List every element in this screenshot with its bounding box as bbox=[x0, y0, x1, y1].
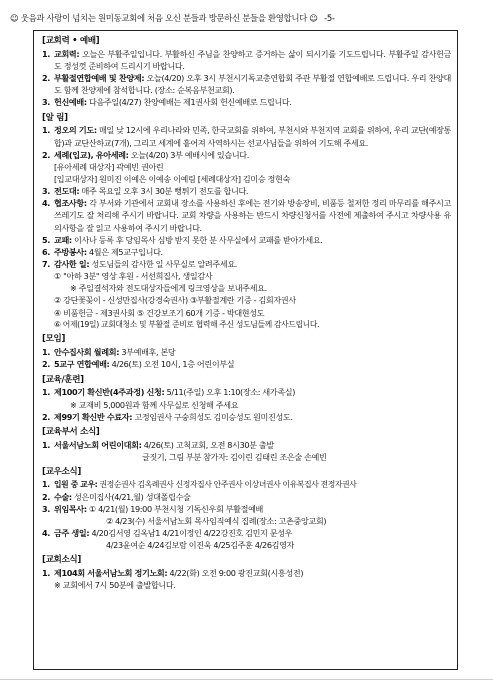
section-title: [교육/훈련] bbox=[42, 374, 84, 385]
section-title: [교우소식] bbox=[42, 467, 81, 478]
pastor-schedule-cont: ② 4/23(수) 서울서남노회 목사임직예식 집례(장소: 고촌중앙교회) bbox=[106, 515, 327, 526]
item-text: 4/20김서영 김옥남1 4/21이정인 4/22강진호 김민지 문성우 bbox=[89, 528, 293, 539]
list-item bbox=[42, 185, 451, 197]
item-heading: 교회력: bbox=[54, 48, 80, 59]
item-text: 다음주일(4/27) 찬양예배는 제1권사회 헌신예배로 드립니다. bbox=[86, 97, 292, 108]
item-heading: 입원 중 교우: bbox=[54, 479, 98, 489]
section-parish bbox=[42, 466, 451, 551]
item-text: 성은미집사(4/21,월) 성대폴립수술 bbox=[71, 491, 191, 502]
item-heading: 부활절연합예배 및 찬양제: bbox=[54, 73, 145, 84]
item-text: 매일 낮 12시에 우리나라와 민족, 한국교회를 위하여, 부천시와 부천지역 교회를 위하여, 우리 교단(예장통합)과 교단산하교(7개), 그리고 세계에 흩어져 사역하시는 선교사님들을 위하여 기도해 주세요. bbox=[54, 125, 452, 148]
item-number: 3. bbox=[42, 503, 51, 514]
item-heading: 전도대: bbox=[54, 186, 80, 197]
list-item bbox=[42, 149, 451, 161]
item-heading: 제100기 확신반(4주과정) 신청: bbox=[54, 387, 165, 398]
list-item bbox=[42, 411, 451, 423]
list-item bbox=[42, 479, 451, 491]
item-text: 각 부서와 기관에서 교회내 장소를 사용하신 후에는 전기와 방송장비, 비품등 철저한 정리 마무리를 해주시고 쓰레기도 잘 처리해 주시기 바랍니다. 교회 차량을 사용하는 반드시 차량신청서를 사전에 제출하여 주시고 차량사용 유의사항을 잘 읽고 사용하여 주시기 바랍니다. bbox=[54, 198, 451, 233]
section-presbytery bbox=[42, 554, 451, 591]
item-text: 매주 목요일 오후 3시 30분 뻥튀기 전도를 합니다. bbox=[79, 186, 249, 197]
section-dept bbox=[42, 426, 451, 463]
item-number: 1. bbox=[42, 439, 51, 450]
item-text: 4/26(토) 오전 10시, 1층 어린이부실 bbox=[109, 359, 235, 370]
item-heading: 제99기 확신반 수료자: bbox=[54, 411, 133, 422]
thanks-line: ④ 비품헌금 - 제3권사회 ⑤ 건강보조기 60개 기증 - 박대현성도 bbox=[54, 307, 265, 318]
item-text: 4/26(토) 고척교회, 오전 8시30분 출발 bbox=[141, 439, 274, 450]
item-number: 1. bbox=[42, 568, 51, 579]
item-heading: 위임목사: bbox=[54, 503, 87, 514]
item-text: 성도님들의 감사한 일 사무실로 알려주세요. bbox=[89, 259, 238, 270]
item-heading: 서울서남노회 어린이대회: bbox=[54, 439, 142, 450]
thanks-line: ② 강단꽃꽂이 - 신성만집사(강경숙권사) ③부활절계란 기증 - 김회자권사 bbox=[54, 295, 296, 306]
item-number: 1. bbox=[42, 347, 51, 358]
item-heading: 수술: bbox=[54, 491, 72, 502]
item-text: 이사나 등록 후 당임목사 심방 받지 못한 분 사무실에서 교패를 받아가세요. bbox=[71, 234, 323, 245]
thanks-line: ① "아하 3분" 영상 후원 - 서선희집사, 생일감사 bbox=[54, 271, 213, 282]
item-text: 5/11(주일) 오후 1:10(장소: 새가족실) bbox=[164, 387, 296, 398]
list-item bbox=[42, 72, 451, 96]
item-heading: 헌신예배: bbox=[54, 97, 87, 108]
section-title: [교회소식] bbox=[42, 555, 81, 566]
item-text: 오늘(4/20) 3부 예배시에 있습니다. bbox=[128, 149, 249, 160]
item-text: 4/22(화) 오전 9:00 광진교회(시흥성전) bbox=[167, 568, 304, 579]
section-title: [교회력 • 예배] bbox=[42, 36, 100, 46]
thanks-line: ⑥ 어제(19일) 교회대청소 및 부활절 준비로 협력해 주신 성도님들께 감사드립니다. bbox=[54, 319, 320, 329]
list-item bbox=[42, 197, 451, 233]
item-number: 1. bbox=[42, 48, 51, 59]
item-heading: 안수집사회 월례회: bbox=[54, 347, 120, 358]
item-number: 1. bbox=[42, 387, 51, 398]
bulletin-box bbox=[33, 30, 458, 670]
section-notices bbox=[42, 112, 451, 331]
item-number: 4. bbox=[42, 528, 51, 539]
item-text: 오늘은 부활주일입니다. 부활하신 주님을 찬양하고 증거하는 삶이 되시기를 기도드립니다. 부활주일 감사헌금도 정성껏 준비하여 드리시기 바랍니다. bbox=[54, 48, 451, 72]
list-item bbox=[42, 439, 451, 451]
list-item bbox=[42, 503, 451, 515]
item-text: 권정순권사 김옥례권사 신정자집사 안주권사 이상녀권사 이유복집사 전정자권사 bbox=[97, 479, 357, 489]
section-worship bbox=[42, 35, 451, 109]
item-heading: 협조사항: bbox=[54, 198, 87, 209]
birthday-cont: 4/23윤여순 4/24김보람 이진욱 4/25김주훈 4/26김영자 bbox=[106, 540, 295, 551]
item-text: 오늘(4/20) 오후 3시 부천시기독교총연합회 주관 부활절 연합예배로 드립니다. 우리 찬양대도 함께 찬양제에 참석합니다. (장소: 순복음부천교회). bbox=[54, 73, 451, 96]
section-title: [교육부서 소식] bbox=[42, 426, 100, 437]
item-number: 4. bbox=[42, 198, 51, 209]
item-heading: 금주 생일: bbox=[54, 528, 90, 539]
section-meetings bbox=[42, 333, 451, 370]
education-note: ※ 교재비 5,000원과 함께 사무실로 신청해 주세요 bbox=[70, 399, 239, 410]
item-number: 2. bbox=[42, 73, 51, 84]
item-number: 2. bbox=[42, 491, 51, 502]
item-heading: 정오의 기도: bbox=[54, 125, 97, 136]
item-heading: 5교구 연합예배: bbox=[54, 359, 110, 370]
item-number: 2. bbox=[42, 359, 51, 370]
list-item bbox=[42, 567, 451, 579]
page-number: -5- bbox=[324, 13, 335, 23]
item-number: 3. bbox=[42, 186, 51, 197]
item-text: 4월은 제5교구입니다. bbox=[86, 246, 163, 257]
item-number: 1. bbox=[42, 479, 50, 489]
list-item bbox=[42, 358, 451, 370]
item-number: 7. bbox=[42, 259, 51, 270]
item-text: 고정임권사 구숭희성도 김미승성도 원미진성도. bbox=[132, 411, 293, 422]
page-bottom-rule bbox=[0, 679, 493, 680]
item-number: 3. bbox=[42, 97, 51, 108]
item-text: 3부예배후, 본당 bbox=[119, 347, 176, 358]
page-header bbox=[10, 12, 483, 24]
item-text: ① 4/21(월) 19:00 부천시청 기독신우회 부활절예배 bbox=[86, 503, 264, 514]
item-number: 2. bbox=[42, 149, 51, 160]
list-item bbox=[42, 527, 451, 539]
item-heading: 주방봉사: bbox=[54, 246, 87, 257]
item-heading: 제104회 서울서남노회 정기노회: bbox=[54, 568, 168, 579]
list-item bbox=[42, 124, 451, 148]
presbytery-note: ※ 교회에서 7시 50분에 출발합니다. bbox=[54, 580, 176, 591]
item-heading: 감사한 일: bbox=[54, 259, 90, 270]
section-education bbox=[42, 374, 451, 423]
item-number: 1. bbox=[42, 125, 51, 136]
item-number: 5. bbox=[42, 234, 51, 245]
baptism-candidates-line: [입교대상자] 원미진 이예은 이예송 이예림 [세례대상자] 김미승 정현숙 bbox=[54, 174, 290, 185]
list-item bbox=[42, 491, 451, 503]
list-item bbox=[42, 346, 451, 358]
section-title: [모임] bbox=[42, 334, 66, 345]
list-item bbox=[42, 48, 451, 72]
list-item bbox=[42, 234, 451, 246]
list-item bbox=[42, 258, 451, 270]
item-number: 6. bbox=[42, 246, 51, 257]
item-heading: 세례(입교), 유아세례: bbox=[54, 149, 129, 160]
list-item bbox=[42, 386, 451, 398]
item-heading: 교패: bbox=[54, 234, 72, 245]
header-text: ☺ 웃음과 사랑이 넘치는 원미동교회에 처음 오신 분들과 방문하신 분들을 환영합니다 ☺ bbox=[10, 13, 318, 23]
item-number: 2. bbox=[42, 411, 51, 422]
list-item bbox=[42, 96, 451, 108]
baptism-infant-line: [유아세례 대상자] 곽예빈 권아린 bbox=[54, 161, 164, 172]
thanks-note: ※ 주일결석자와 전도대상자들에게 링크영상을 보내주세요. bbox=[70, 283, 267, 294]
list-item bbox=[42, 246, 451, 258]
section-title: [알 림] bbox=[42, 112, 68, 123]
dept-contestants: 글짓기, 그림 부분 참가자: 김이린 김태린 조은술 손예빈 bbox=[142, 451, 327, 462]
